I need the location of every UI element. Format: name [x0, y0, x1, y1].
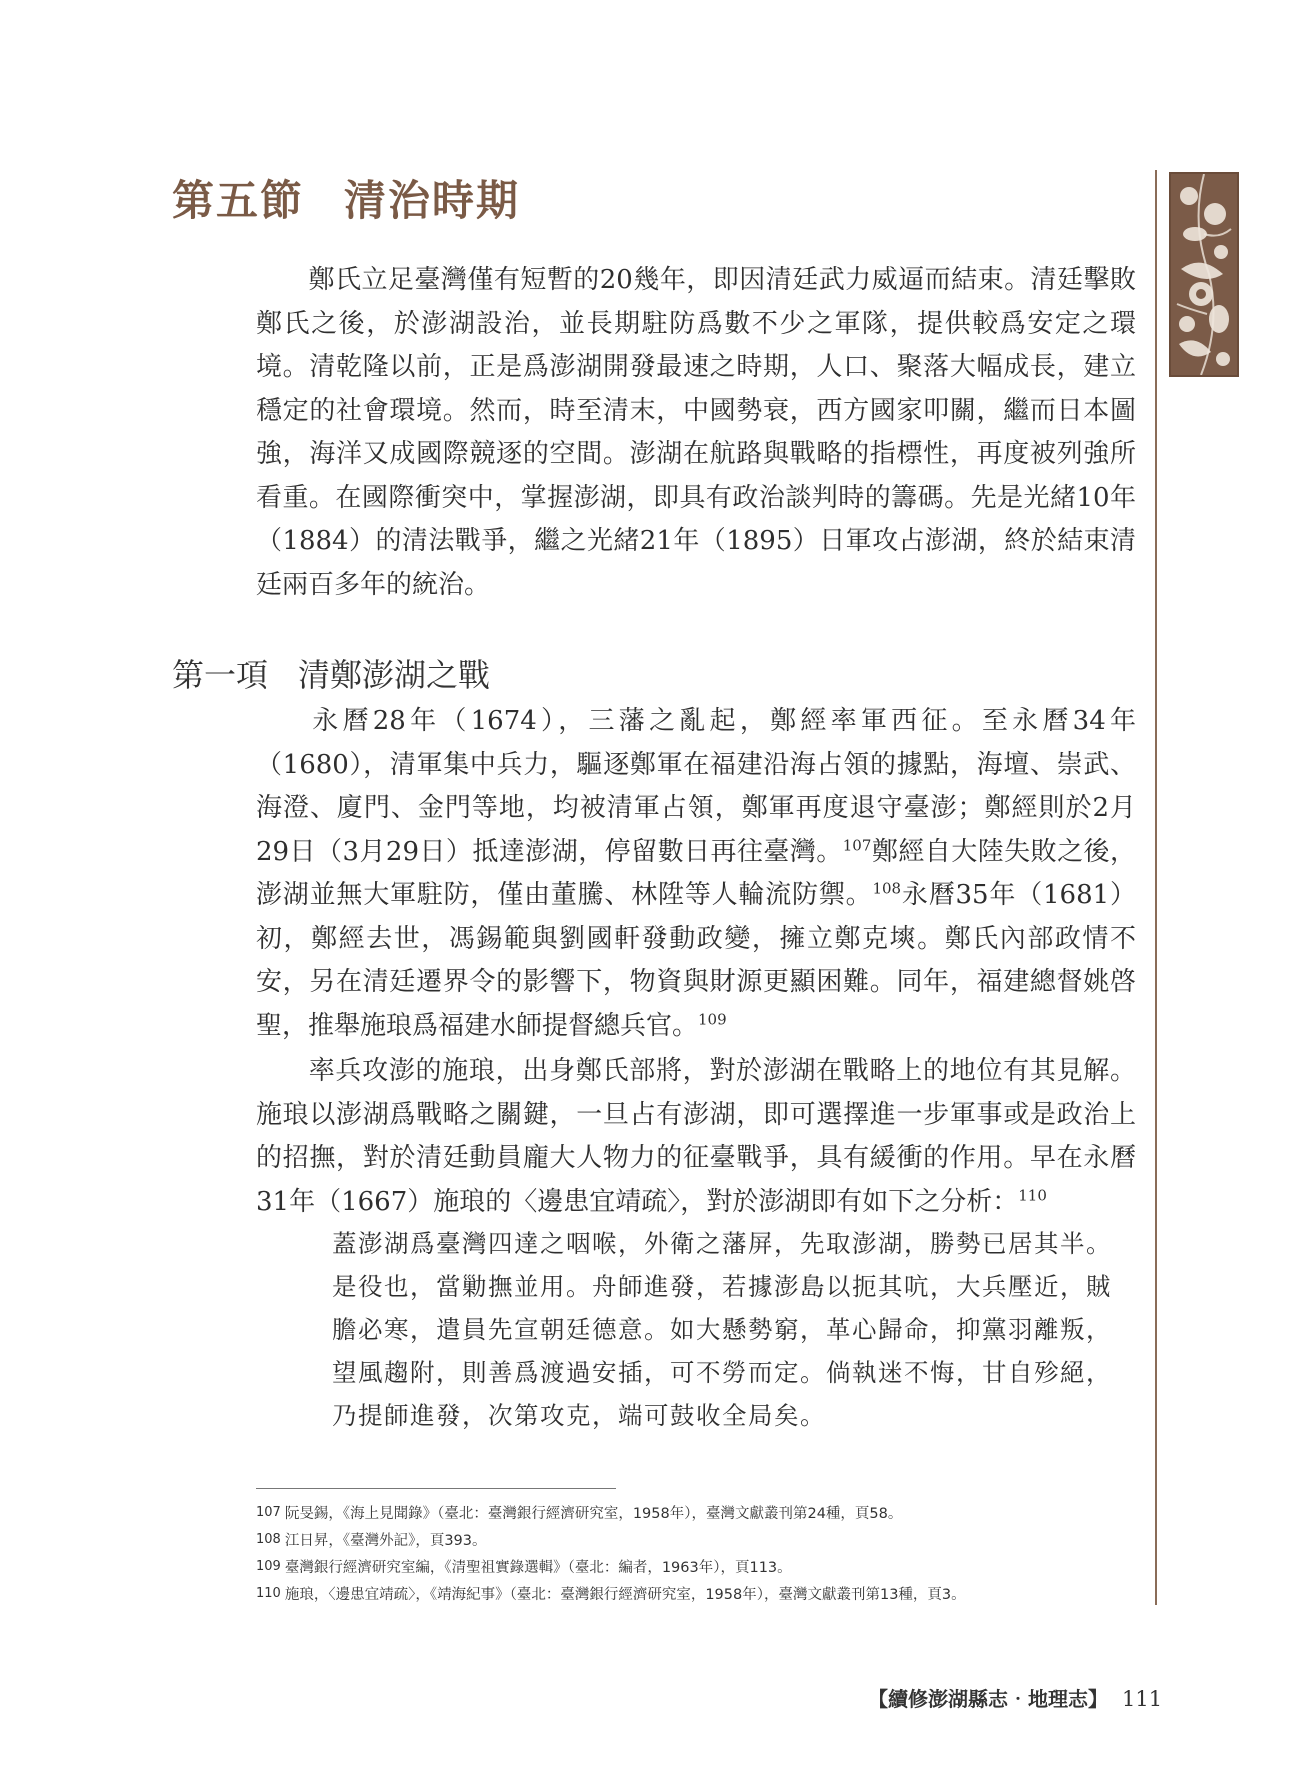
- paragraph-battle-part2: 鄭經自大陸失敗之後，澎湖並無大軍駐防，僅由董騰、林陞等人輪流防禦。: [256, 836, 1136, 910]
- footnote-number: 110: [256, 1586, 281, 1601]
- footnote-item: [256, 1581, 1136, 1608]
- paragraph-shilang: [256, 1050, 1136, 1224]
- section-title: [172, 650, 490, 696]
- quote-line: 乃提師進發，次第攻克，端可鼓收全局矣。: [332, 1401, 826, 1430]
- footnote-ref-110[interactable]: 110: [1018, 1185, 1047, 1204]
- block-quote: [332, 1222, 1122, 1437]
- footnote-number: 108: [256, 1532, 281, 1547]
- paragraph-intro-text: 鄭氏立足臺灣僅有短暫的20幾年，即因清廷武力威逼而結束。清廷擊敗鄭氏之後，於澎湖設治，並長期駐防爲數不少之軍隊，提供較爲安定之環境。清乾隆以前，正是爲澎湖開發最速之時期，人口、聚落大幅成長，建立穩定的社會環境。然而，時至清末，中國勢衰，西方國家叩關，繼而日本圖強，海洋又成國際競逐的空間。澎湖在航路與戰略的指標性，再度被列強所看重。在國際衝突中，掌握澎湖，即具有政治談判時的籌碼。先是光緒10年（1884）的清法戰爭，繼之光緒21年（1895）日軍攻占澎湖，終於結束清廷兩百多年的統治。: [256, 265, 1136, 600]
- footnote-text: 施琅，〈邊患宜靖疏〉，《靖海紀事》（臺北：臺灣銀行經濟研究室，1958年），臺灣文獻叢刊第13種，頁3。: [284, 1587, 966, 1603]
- quote-line: 膽必寒，遣員先宣朝廷德意。如大懸勢窮，革心歸命，抑黨羽離叛，: [332, 1315, 1112, 1344]
- quote-line: 望風趨附，則善爲渡過安插，可不勞而定。倘執迷不悔，甘自殄絕，: [332, 1358, 1112, 1387]
- footnote-number: 107: [256, 1505, 281, 1520]
- book-title: 【續修澎湖縣志‧地理志】: [868, 1687, 1108, 1711]
- footnote-text: 臺灣銀行經濟研究室編，《清聖祖實錄選輯》（臺北：編者，1963年），頁113。: [284, 1560, 792, 1576]
- footnote-number: 109: [256, 1559, 281, 1574]
- footnote-divider: [256, 1488, 616, 1489]
- chapter-title: [172, 168, 520, 228]
- footnotes: [256, 1500, 1136, 1608]
- running-footer: [868, 1683, 1162, 1712]
- footnote-text: 江日昇，《臺灣外記》，頁393。: [284, 1533, 487, 1549]
- footnote-ref-107[interactable]: 107: [842, 835, 872, 854]
- quote-line: 蓋澎湖爲臺灣四達之咽喉，外衛之藩屏，先取澎湖，勝勢已居其半。: [332, 1229, 1112, 1258]
- margin-divider: [1155, 170, 1157, 1605]
- chapter-number: 第五節: [172, 176, 305, 225]
- paragraph-intro: [256, 259, 1136, 607]
- chapter-name: 清治時期: [344, 176, 521, 225]
- section-name: 清鄭澎湖之戰: [298, 656, 491, 694]
- paragraph-battle-part3: 永曆35年（1681）初，鄭經去世，馮錫範與劉國軒發動政變，擁立鄭克塽。鄭氏內部政情不安，另在清廷遷界令的影響下，物資與財源更顯困難。同年，福建總督姚啓聖，推舉施琅爲福建水師提督總兵官。: [256, 880, 1136, 1041]
- paragraph-battle: [256, 700, 1136, 1048]
- page-number: 111: [1122, 1687, 1163, 1711]
- footnote-ref-109[interactable]: 109: [698, 1009, 727, 1028]
- footnote-ref-108[interactable]: 108: [872, 879, 902, 898]
- footnote-text: 阮旻錫，《海上見聞錄》（臺北：臺灣銀行經濟研究室，1958年），臺灣文獻叢刊第24種，頁58。: [284, 1506, 903, 1522]
- paragraph-battle-part1: 永曆28年（1674），三藩之亂起，鄭經率軍西征。至永曆34年（1680），清軍集中兵力，驅逐鄭軍在福建沿海占領的據點，海壇、崇武、海澄、廈門、金門等地，均被清軍占領，鄭軍再度退守臺澎；鄭經則於2月29日（3月29日）抵達澎湖，停留數日再往臺灣。: [256, 706, 1136, 867]
- footnote-item: [256, 1500, 1136, 1527]
- floral-ornament-icon: [1169, 172, 1239, 377]
- section-number: 第一項: [172, 656, 269, 694]
- footnote-item: [256, 1554, 1136, 1581]
- footnote-item: [256, 1527, 1136, 1554]
- quote-line: 是役也，當勦撫並用。舟師進發，若據澎島以扼其吭，大兵壓近，賊: [332, 1272, 1112, 1301]
- paragraph-shilang-text: 率兵攻澎的施琅，出身鄭氏部將，對於澎湖在戰略上的地位有其見解。施琅以澎湖爲戰略之關鍵，一旦占有澎湖，即可選擇進一步軍事或是政治上的招撫，對於清廷動員龐大人物力的征臺戰爭，具有緩衝的作用。早在永曆31年（1667）施琅的〈邊患宜靖疏〉，對於澎湖即有如下之分析：: [256, 1056, 1136, 1217]
